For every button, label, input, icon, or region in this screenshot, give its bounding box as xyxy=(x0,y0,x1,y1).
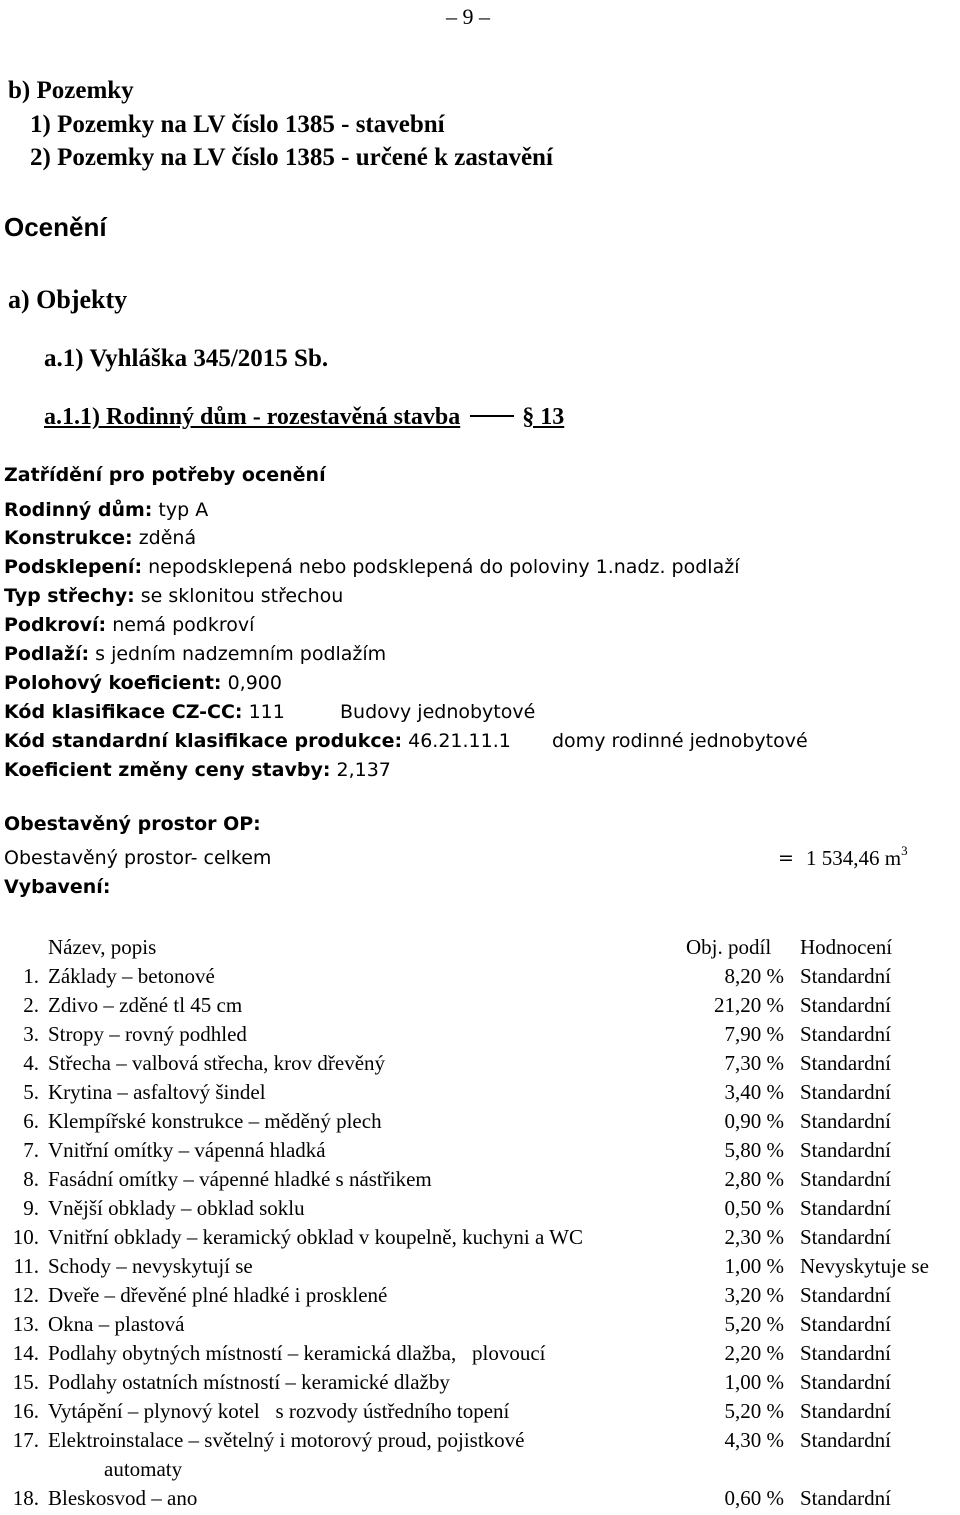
field-podkrovi: Podkroví: nemá podkroví xyxy=(4,614,255,636)
row-name: Stropy – rovný podhled xyxy=(48,1022,247,1046)
item-label: a.1.1) Rodinný dům - rozestavěná stavba xyxy=(44,404,461,430)
row-share: 4,30 % xyxy=(724,1428,784,1452)
row-rating: Standardní xyxy=(800,1225,891,1249)
obestaveny-value: 1 534,46 $m^3$ xyxy=(806,843,908,870)
field-rodinny-dum: Rodinný dům: typ A xyxy=(4,499,209,521)
row-rating: Standardní xyxy=(800,1341,891,1365)
row-number: 8. xyxy=(23,1167,39,1191)
row-rating: Standardní xyxy=(800,1370,891,1394)
row-number: 9. xyxy=(23,1196,39,1220)
table-row xyxy=(0,1080,960,1109)
row-rating: Standardní xyxy=(800,1138,891,1162)
row-rating: Nevyskytuje se xyxy=(800,1254,929,1278)
row-number: 12. xyxy=(12,1283,39,1307)
section-b-title: b) Pozemky xyxy=(8,77,134,104)
vybaveni-header-row xyxy=(0,935,960,964)
obestaveny-label: Obestavěný prostor- celkem xyxy=(4,847,272,869)
row-number: 3. xyxy=(23,1022,39,1046)
row-share: 1,00 % xyxy=(724,1370,784,1394)
row-share: 2,80 % xyxy=(724,1167,784,1191)
row-name: Vnitřní obklady – keramický obklad v koupelně, kuchyni a WC xyxy=(48,1225,583,1249)
row-number: 7. xyxy=(23,1138,39,1162)
table-row xyxy=(0,1196,960,1225)
row-rating: Standardní xyxy=(800,1167,891,1191)
row-share: 8,20 % xyxy=(724,964,784,988)
field-kod-produkce: Kód standardní klasifikace produkce: 46.21.11.1 xyxy=(4,730,511,752)
row-rating: Standardní xyxy=(800,1399,891,1423)
table-row-continuation xyxy=(0,1457,960,1486)
row-name: Bleskosvod – ano xyxy=(48,1486,198,1510)
row-share: 1,00 % xyxy=(724,1254,784,1278)
table-row xyxy=(0,964,960,993)
row-number: 15. xyxy=(12,1370,39,1394)
row-number: 11. xyxy=(13,1254,39,1278)
row-share: 0,50 % xyxy=(724,1196,784,1220)
field-kod-cz-cc-desc: Budovy jednobytové xyxy=(340,701,536,723)
table-row xyxy=(0,1399,960,1428)
row-name: Krytina – asfaltový šindel xyxy=(48,1080,266,1104)
field-typ-strechy: Typ střechy: se sklonitou střechou xyxy=(4,585,344,607)
table-row xyxy=(0,1254,960,1283)
field-konstrukce: Konstrukce: zděná xyxy=(4,527,197,549)
row-name: Okna – plastová xyxy=(48,1312,185,1336)
row-name: Klempířské konstrukce – měděný plech xyxy=(48,1109,382,1133)
row-number: 5. xyxy=(23,1080,39,1104)
vybaveni-heading: Vybavení: xyxy=(4,876,111,898)
table-row xyxy=(0,1051,960,1080)
row-share: 3,20 % xyxy=(724,1283,784,1307)
obestaveny-heading: Obestavěný prostor OP: xyxy=(4,813,261,835)
item-paragraph: § 13 xyxy=(522,404,565,430)
table-row xyxy=(0,993,960,1022)
table-row xyxy=(0,1109,960,1138)
row-rating: Standardní xyxy=(800,964,891,988)
field-polohovy-koeficient: Polohový koeficient: 0,900 xyxy=(4,672,282,694)
header-rating: Hodnocení xyxy=(800,935,893,959)
row-number: 14. xyxy=(12,1341,39,1365)
row-share: 7,30 % xyxy=(724,1051,784,1075)
row-rating: Standardní xyxy=(800,1196,891,1220)
table-row xyxy=(0,1022,960,1051)
row-share: 5,20 % xyxy=(724,1312,784,1336)
row-share: 2,20 % xyxy=(724,1341,784,1365)
table-row xyxy=(0,1428,960,1457)
row-rating: Standardní xyxy=(800,1312,891,1336)
row-share: 21,20 % xyxy=(714,993,784,1017)
row-number: 1. xyxy=(23,964,39,988)
row-name: Zdivo – zděné tl 45 cm xyxy=(48,993,243,1017)
row-share: 5,80 % xyxy=(724,1138,784,1162)
row-name: Střecha – valbová střecha, krov dřevěný xyxy=(48,1051,386,1075)
row-name: Podlahy ostatních místností – keramické dlažby xyxy=(48,1370,450,1394)
heading-dash xyxy=(470,415,514,417)
table-row xyxy=(0,1225,960,1254)
section-a-subtitle: a.1) Vyhláška 345/2015 Sb. xyxy=(44,345,329,372)
row-rating: Standardní xyxy=(800,993,891,1017)
obestaveny-equals: = xyxy=(778,847,794,869)
row-name-continuation: automaty xyxy=(104,1457,183,1481)
row-name: Podlahy obytných místností – keramická dlažba, plovoucí xyxy=(48,1341,546,1365)
row-share: 7,90 % xyxy=(724,1022,784,1046)
zatrideni-heading: Zatřídění pro potřeby ocenění xyxy=(4,464,326,486)
table-row xyxy=(0,1486,960,1515)
row-share: 0,60 % xyxy=(724,1486,784,1510)
oceneni-heading: Ocenění xyxy=(4,212,107,242)
table-row xyxy=(0,1370,960,1399)
row-rating: Standardní xyxy=(800,1022,891,1046)
section-b-item-1: 1) Pozemky na LV číslo 1385 - stavební xyxy=(30,111,445,138)
row-rating: Standardní xyxy=(800,1486,891,1510)
row-rating: Standardní xyxy=(800,1283,891,1307)
field-podlazi: Podlaží: s jedním nadzemním podlažím xyxy=(4,643,387,665)
row-name: Dveře – dřevěné plné hladké i prosklené xyxy=(48,1283,388,1307)
unit-superscript: 3 xyxy=(901,843,908,858)
row-share: 5,20 % xyxy=(724,1399,784,1423)
row-number: 10. xyxy=(12,1225,39,1249)
table-row xyxy=(0,1312,960,1341)
table-row xyxy=(0,1138,960,1167)
table-row xyxy=(0,1283,960,1312)
row-share: 3,40 % xyxy=(724,1080,784,1104)
row-number: 2. xyxy=(23,993,39,1017)
section-a-item-heading xyxy=(44,405,564,429)
row-name: Vnější obklady – obklad soklu xyxy=(48,1196,305,1220)
row-number: 16. xyxy=(12,1399,39,1423)
row-number: 4. xyxy=(23,1051,39,1075)
row-rating: Standardní xyxy=(800,1051,891,1075)
row-number: 6. xyxy=(23,1109,39,1133)
row-number: 13. xyxy=(12,1312,39,1336)
row-rating: Standardní xyxy=(800,1428,891,1452)
row-name: Vytápění – plynový kotel s rozvody ústředního topení xyxy=(48,1399,510,1423)
row-share: 0,90 % xyxy=(724,1109,784,1133)
row-number: 18. xyxy=(12,1486,39,1510)
field-koeficient-zmeny: Koeficient změny ceny stavby: 2,137 xyxy=(4,759,391,781)
table-row xyxy=(0,1167,960,1196)
row-name: Elektroinstalace – světelný i motorový proud, pojistkové xyxy=(48,1428,525,1452)
section-b-item-2: 2) Pozemky na LV číslo 1385 - určené k zastavění xyxy=(30,144,553,171)
section-a-title: a) Objekty xyxy=(8,285,128,314)
field-kod-produkce-desc: domy rodinné jednobytové xyxy=(552,730,808,752)
row-name: Fasádní omítky – vápenné hladké s nástřikem xyxy=(48,1167,432,1191)
row-name: Schody – nevyskytují se xyxy=(48,1254,253,1278)
table-row xyxy=(0,1341,960,1370)
field-podsklepeni: Podsklepení: nepodsklepená nebo podsklepená do poloviny 1.nadz. podlaží xyxy=(4,556,740,578)
row-name: Základy – betonové xyxy=(48,964,215,988)
row-rating: Standardní xyxy=(800,1109,891,1133)
row-share: 2,30 % xyxy=(724,1225,784,1249)
row-rating: Standardní xyxy=(800,1080,891,1104)
header-share: Obj. podíl xyxy=(686,935,772,959)
header-name: Název, popis xyxy=(48,935,157,959)
row-name: Vnitřní omítky – vápenná hladká xyxy=(48,1138,326,1162)
field-kod-cz-cc: Kód klasifikace CZ-CC: 111 xyxy=(4,701,285,723)
page-number: – 9 – xyxy=(446,4,490,29)
row-number: 17. xyxy=(12,1428,39,1452)
